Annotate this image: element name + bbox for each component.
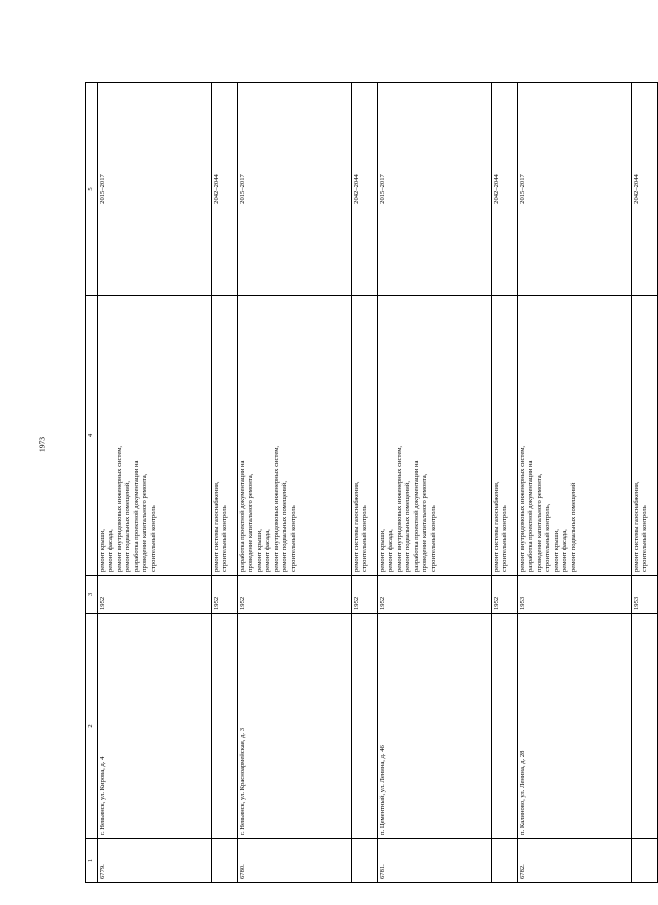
work-item: проведение капитального ремонта,	[141, 473, 149, 572]
repair-schedule-table	[85, 82, 658, 883]
period-cell: 2042–2044	[631, 83, 657, 296]
work-item: проведение капитального ремонта,	[247, 473, 255, 572]
build-year-cell: 1952	[237, 576, 351, 614]
work-item: разработка проектной документации на	[412, 460, 420, 572]
work-item: строительный контроль	[641, 505, 649, 572]
work-item: ремонт подвальных помещений,	[124, 481, 132, 572]
period-cell: 2042–2044	[491, 83, 517, 296]
table-row	[377, 83, 491, 883]
table-row	[211, 83, 237, 883]
address-cell	[351, 614, 377, 839]
work-item: строительный контроль	[361, 505, 369, 572]
record-number-cell: 6780.	[237, 839, 351, 883]
work-item: ремонт внутридомовых инженерных систем,	[115, 445, 123, 572]
work-item: ремонт системы газоснабжения,	[632, 481, 640, 572]
work-item: ремонт внутридомовых инженерных систем,	[272, 445, 280, 572]
work-item: ремонт подвальных помещений,	[404, 481, 412, 572]
table-row	[631, 83, 657, 883]
works-cell	[491, 296, 517, 576]
work-item: ремонт фасада,	[387, 529, 395, 572]
work-item: проведение капитального ремонта,	[535, 473, 543, 572]
work-item: строительный контроль	[221, 505, 229, 572]
table-row	[237, 83, 351, 883]
work-item: разработка проектной документации на	[238, 460, 246, 572]
work-item: ремонт крыши,	[378, 529, 386, 572]
work-item: строительный контроль,	[544, 503, 552, 572]
works-cell	[97, 296, 211, 576]
record-number-cell	[351, 839, 377, 883]
work-item: ремонт внутридомовых инженерных систем,	[395, 445, 403, 572]
works-cell	[377, 296, 491, 576]
period-cell: 2015–2017	[97, 83, 211, 296]
page-number: 1973	[37, 437, 47, 452]
header-row	[86, 83, 98, 883]
work-item: ремонт системы газоснабжения,	[352, 481, 360, 572]
build-year-cell: 1952	[491, 576, 517, 614]
address-cell: п. Калиново, ул. Ленина, д. 28	[517, 614, 631, 839]
header-col-1: 1	[86, 839, 98, 883]
period-cell: 2042–2044	[351, 83, 377, 296]
record-number-cell: 6782.	[517, 839, 631, 883]
header-col-5: 5	[86, 83, 98, 296]
build-year-cell: 1952	[211, 576, 237, 614]
work-item: ремонт крыши,	[255, 529, 263, 572]
address-cell	[211, 614, 237, 839]
header-col-2: 2	[86, 614, 98, 839]
work-item: строительный контроль	[149, 505, 157, 572]
table-row	[517, 83, 631, 883]
table-body	[97, 83, 657, 883]
period-cell: 2015–2017	[237, 83, 351, 296]
period-cell: 2015–2017	[377, 83, 491, 296]
rotated-table-container	[85, 83, 649, 883]
works-cell	[631, 296, 657, 576]
work-item: проведение капитального ремонта,	[421, 473, 429, 572]
work-item: ремонт системы газоснабжения,	[492, 481, 500, 572]
work-item: ремонт подвальных помещений	[569, 482, 577, 572]
work-item: разработка проектной документации на	[527, 460, 535, 572]
work-item: ремонт крыши,	[98, 529, 106, 572]
header-col-4: 4	[86, 296, 98, 576]
work-item: ремонт фасада,	[264, 529, 272, 572]
works-cell	[237, 296, 351, 576]
period-cell: 2015–2017	[517, 83, 631, 296]
build-year-cell: 1953	[631, 576, 657, 614]
work-item: строительный контроль	[429, 505, 437, 572]
address-cell: г. Невьянск, ул. Красноармейская, д. 3	[237, 614, 351, 839]
record-number-cell	[491, 839, 517, 883]
work-item: ремонт крыши,	[552, 529, 560, 572]
record-number-cell	[211, 839, 237, 883]
table-row	[491, 83, 517, 883]
header-col-3: 3	[86, 576, 98, 614]
build-year-cell: 1952	[97, 576, 211, 614]
build-year-cell: 1953	[517, 576, 631, 614]
table-row	[97, 83, 211, 883]
work-item: строительный контроль	[501, 505, 509, 572]
address-cell	[631, 614, 657, 839]
address-cell: г. Невьянск, ул. Кирова, д. 4	[97, 614, 211, 839]
work-item: ремонт системы газоснабжения,	[212, 481, 220, 572]
work-item: строительный контроль	[289, 505, 297, 572]
build-year-cell: 1952	[377, 576, 491, 614]
record-number-cell	[631, 839, 657, 883]
record-number-cell: 6781.	[377, 839, 491, 883]
works-cell	[351, 296, 377, 576]
record-number-cell: 6779.	[97, 839, 211, 883]
address-cell: п. Цементный, ул. Ленина, д. 46	[377, 614, 491, 839]
table-row	[351, 83, 377, 883]
work-item: ремонт внутридомовых инженерных систем,	[518, 445, 526, 572]
work-item: разработка проектной документации на	[132, 460, 140, 572]
works-cell	[211, 296, 237, 576]
build-year-cell: 1952	[351, 576, 377, 614]
work-item: ремонт подвальных помещений,	[281, 481, 289, 572]
period-cell: 2042–2044	[211, 83, 237, 296]
work-item: ремонт фасада,	[107, 529, 115, 572]
address-cell	[491, 614, 517, 839]
works-cell	[517, 296, 631, 576]
work-item: ремонт фасада,	[561, 529, 569, 572]
